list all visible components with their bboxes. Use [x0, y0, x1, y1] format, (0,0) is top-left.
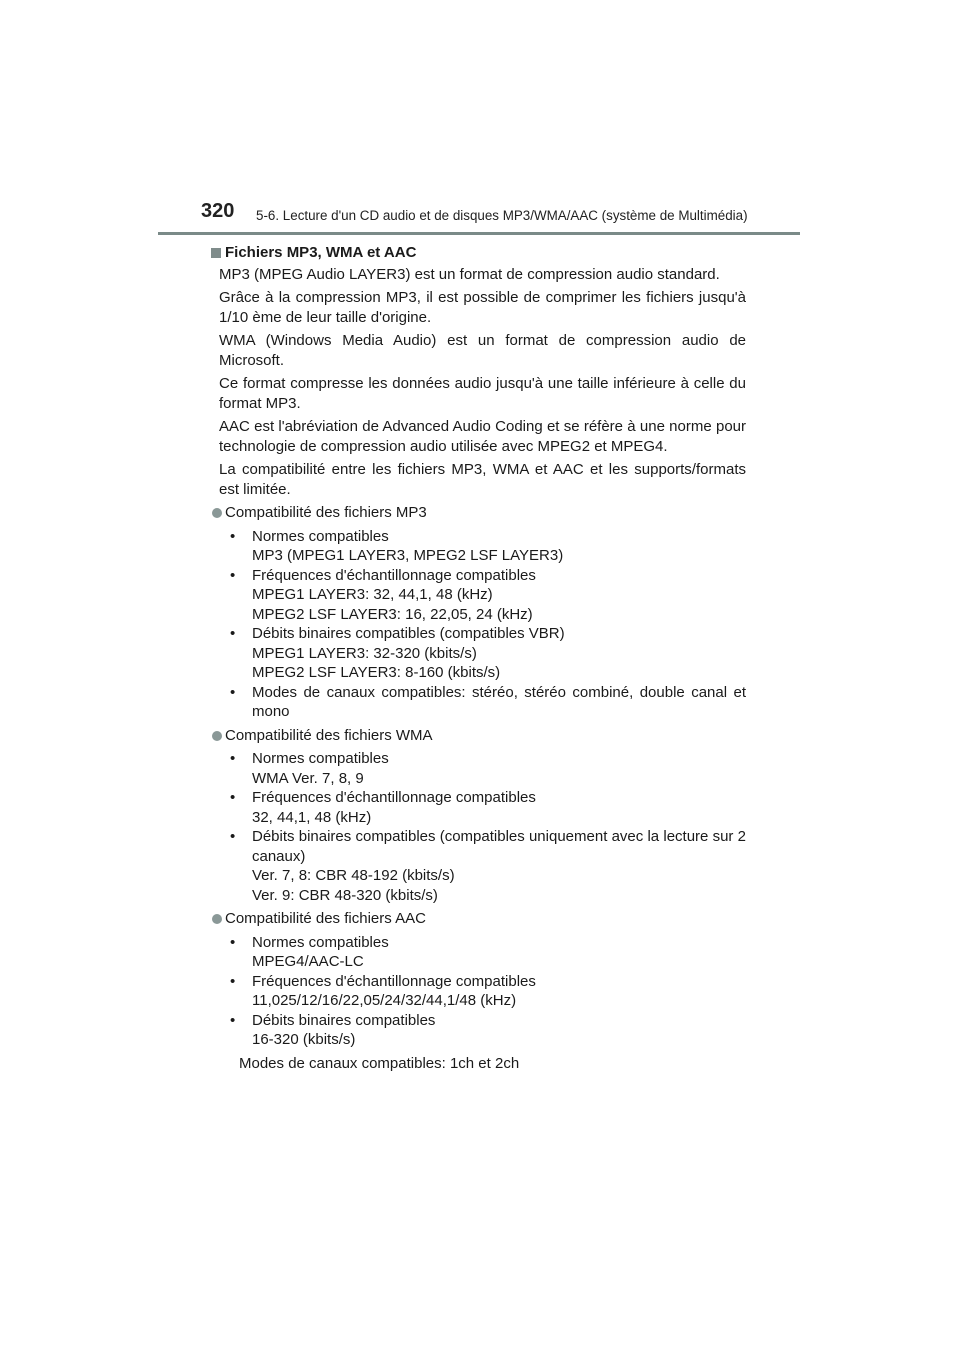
aac-compat-heading: Compatibilité des fichiers AAC: [212, 909, 746, 929]
page-header: [158, 200, 800, 234]
item-label: Débits binaires compatibles (compatibles uniquement avec la lecture sur 2 canaux): [252, 828, 746, 865]
item-label: Normes compatibles: [252, 527, 389, 545]
list-item: [212, 566, 746, 625]
aac-channel-modes: Modes de canaux compatibles: 1ch et 2ch: [239, 1054, 520, 1072]
bullet-icon: •: [230, 828, 236, 845]
section-title: 5-6. Lecture d'un CD audio et de disques MP3/WMA/AAC (système de Multimédia): [256, 208, 748, 223]
item-label: Fréquences d'échantillonnage compatibles: [252, 566, 536, 584]
bullet-icon: •: [230, 566, 236, 584]
mp3-compat-heading: Compatibilité des fichiers MP3: [212, 503, 746, 523]
bullet-icon: •: [230, 1011, 236, 1029]
item-value: 16-320 (kbits/s): [252, 1031, 356, 1048]
section-heading: Fichiers MP3, WMA et AAC: [212, 243, 746, 263]
item-value: MPEG1 LAYER3: 32-320 (kbits/s): [252, 644, 477, 662]
item-label: Fréquences d'échantillonnage compatibles: [252, 972, 536, 990]
item-label: Normes compatibles: [252, 933, 389, 951]
list-item: [212, 827, 746, 905]
item-value: MP3 (MPEG1 LAYER3, MPEG2 LSF LAYER3): [252, 547, 564, 564]
page-content: [212, 243, 746, 1073]
bullet-icon: •: [230, 972, 236, 990]
circle-bullet-icon: [212, 914, 222, 924]
item-value: Ver. 9: CBR 48-320 (kbits/s): [252, 886, 438, 904]
item-value: 11,025/12/16/22,05/24/32/44,1/48 (kHz): [252, 992, 517, 1009]
aac-compat-list: [212, 933, 746, 1050]
circle-bullet-icon: [212, 731, 222, 741]
paragraph: AAC est l'abréviation de Advanced Audio Coding et se réfère à une norme pour technologie de compression audio utilisée avec MPEG2 et MPEG4.: [219, 418, 746, 455]
paragraph: WMA (Windows Media Audio) est un format de compression audio de Microsoft.: [219, 332, 746, 369]
item-label: Débits binaires compatibles (compatibles VBR): [252, 625, 565, 642]
item-value: MPEG4/AAC-LC: [252, 953, 364, 970]
item-value: MPEG2 LSF LAYER3: 16, 22,05, 24 (kHz): [252, 605, 533, 623]
item-value: MPEG2 LSF LAYER3: 8-160 (kbits/s): [252, 664, 501, 681]
bullet-icon: •: [230, 750, 236, 767]
item-label: Débits binaires compatibles: [252, 1011, 436, 1029]
list-item: [212, 788, 746, 827]
list-item: [212, 527, 746, 566]
paragraph: La compatibilité entre les fichiers MP3, WMA et AAC et les supports/formats est limitée.: [219, 461, 746, 498]
list-item: [212, 933, 746, 972]
bullet-icon: •: [230, 527, 236, 545]
paragraph: Grâce à la compression MP3, il est possible de comprimer les fichiers jusqu'à 1/10 ème de leur taille d'origine.: [219, 289, 746, 326]
item-label: Modes de canaux compatibles: stéréo, stéréo combiné, double canal et mono: [252, 683, 746, 720]
page-number: 320: [201, 200, 235, 222]
item-value: WMA Ver. 7, 8, 9: [252, 769, 364, 787]
bullet-icon: •: [230, 683, 236, 701]
item-label: Normes compatibles: [252, 750, 389, 767]
list-item: [212, 624, 746, 683]
item-label: Fréquences d'échantillonnage compatibles: [252, 789, 536, 806]
wma-compat-list: [212, 749, 746, 905]
square-bullet-icon: [211, 248, 221, 258]
item-value: Ver. 7, 8: CBR 48-192 (kbits/s): [252, 867, 455, 884]
list-item: [212, 972, 746, 1011]
list-item: [212, 749, 746, 788]
mp3-compat-list: [212, 527, 746, 722]
list-item: [212, 1011, 746, 1050]
paragraph: Ce format compresse les données audio jusqu'à une taille inférieure à celle du format MP3.: [219, 375, 746, 412]
list-item: [212, 683, 746, 722]
paragraph: MP3 (MPEG Audio LAYER3) est un format de compression audio standard.: [219, 265, 720, 283]
item-value: 32, 44,1, 48 (kHz): [252, 808, 372, 826]
header-divider: [158, 232, 800, 235]
bullet-icon: •: [230, 789, 236, 806]
item-value: MPEG1 LAYER3: 32, 44,1, 48 (kHz): [252, 586, 493, 603]
bullet-icon: •: [230, 933, 236, 951]
bullet-icon: •: [230, 625, 236, 642]
wma-compat-heading: Compatibilité des fichiers WMA: [212, 726, 746, 746]
circle-bullet-icon: [212, 508, 222, 518]
